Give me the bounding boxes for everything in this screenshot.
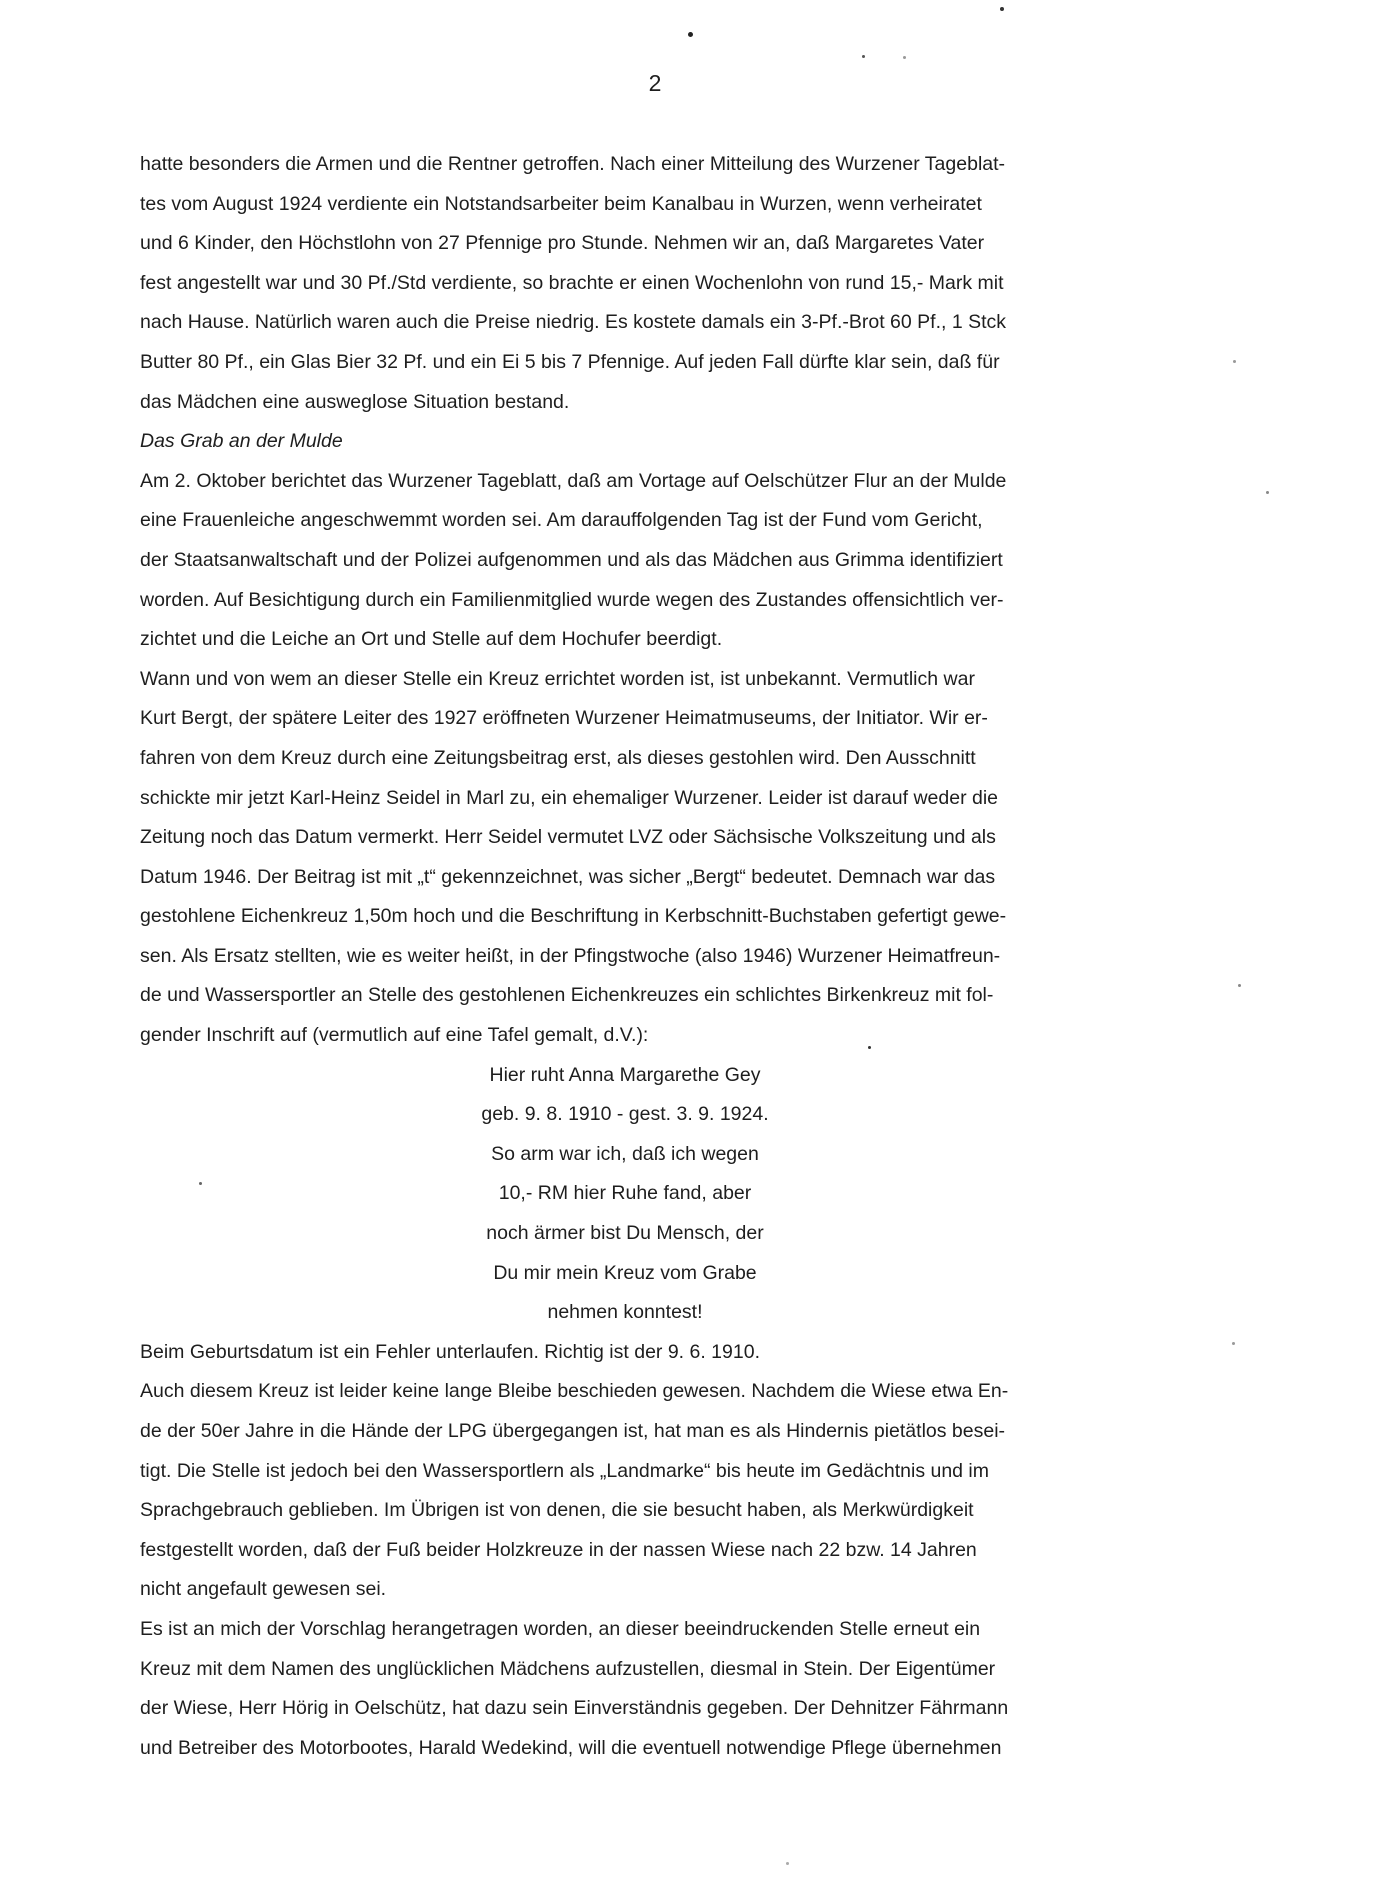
scan-speck <box>786 1862 789 1865</box>
text-line: Kreuz mit dem Namen des unglücklichen Mädchens aufzustellen, diesmal in Stein. Der Eigentümer <box>140 1657 996 1680</box>
paragraph-living-conditions <box>140 145 1170 422</box>
scan-speck <box>199 1182 202 1185</box>
text-line: das Mädchen eine ausweglose Situation bestand. <box>140 390 570 413</box>
text-line: eine Frauenleiche angeschwemmt worden sei. Am darauffolgenden Tag ist der Fund vom Gericht, <box>140 509 983 532</box>
section-heading: Das Grab an der Mulde <box>140 430 343 453</box>
inscription-line: 10,- RM hier Ruhe fand, aber <box>498 1182 752 1205</box>
inscription-line: So arm war ich, daß ich wegen <box>491 1142 759 1165</box>
inscription-line: Du mir mein Kreuz vom Grabe <box>493 1261 757 1284</box>
inscription-line: geb. 9. 8. 1910 - gest. 3. 9. 1924. <box>481 1103 769 1126</box>
text-line: fest angestellt war und 30 Pf./Std verdiente, so brachte er einen Wochenlohn von rund 15,- Mark mit <box>140 271 1004 294</box>
text-line: schickte mir jetzt Karl-Heinz Seidel in Marl zu, ein ehemaliger Wurzener. Leider ist darauf weder die <box>140 786 999 809</box>
inscription <box>140 1056 1170 1333</box>
text-line: Es ist an mich der Vorschlag herangetragen worden, an dieser beeindruckenden Stelle erneut ein <box>140 1617 981 1640</box>
text-line: der Staatsanwaltschaft und der Polizei aufgenommen und als das Mädchen aus Grimma identifiziert <box>140 548 1003 571</box>
text-line: Am 2. Oktober berichtet das Wurzener Tageblatt, daß am Vortage auf Oelschützer Flur an der Mulde <box>140 469 1007 492</box>
text-line: Butter 80 Pf., ein Glas Bier 32 Pf. und ein Ei 5 bis 7 Pfennige. Auf jeden Fall dürfte klar sein, daß für <box>140 350 1000 373</box>
scan-speck <box>1000 7 1004 11</box>
text-line: Wann und von wem an dieser Stelle ein Kreuz errichtet worden ist, ist unbekannt. Vermutlich war <box>140 667 975 690</box>
scan-speck <box>1233 360 1236 363</box>
scan-speck <box>1266 491 1269 494</box>
paragraph-later-history <box>140 1333 1170 1769</box>
inscription-line: nehmen konntest! <box>547 1301 703 1324</box>
text-line: nicht angefault gewesen sei. <box>140 1578 387 1601</box>
scan-speck <box>903 56 906 59</box>
text-line: nach Hause. Natürlich waren auch die Preise niedrig. Es kostete damals ein 3-Pf.-Brot 60 Pf., 1 Stck <box>140 311 1007 334</box>
text-line: der Wiese, Herr Hörig in Oelschütz, hat dazu sein Einverständnis gegeben. Der Dehnitzer Fährmann <box>140 1697 1009 1720</box>
scan-speck <box>862 55 865 58</box>
text-line: tigt. Die Stelle ist jedoch bei den Wassersportlern als „Landmarke“ bis heute im Gedächtnis und im <box>140 1459 990 1482</box>
text-line: gestohlene Eichenkreuz 1,50m hoch und die Beschriftung in Kerbschnitt-Buchstaben gefertigt gewe- <box>140 905 1007 928</box>
text-line: sen. Als Ersatz stellten, wie es weiter heißt, in der Pfingstwoche (also 1946) Wurzener Heimatfreun- <box>140 944 1001 967</box>
text-line: zichtet und die Leiche an Ort und Stelle auf dem Hochufer beerdigt. <box>140 628 723 651</box>
text-line: tes vom August 1924 verdiente ein Notstandsarbeiter beim Kanalbau in Wurzen, wenn verheiratet <box>140 192 982 215</box>
text-line: fahren von dem Kreuz durch eine Zeitungsbeitrag erst, als dieses gestohlen wird. Den Ausschnitt <box>140 746 976 769</box>
scan-speck <box>1238 984 1241 987</box>
inscription-line: Hier ruht Anna Margarethe Gey <box>489 1063 761 1086</box>
paragraph-grave <box>140 462 1170 1056</box>
text-line: de und Wassersportler an Stelle des gestohlenen Eichenkreuzes ein schlichtes Birkenkreuz mit fol- <box>140 984 994 1007</box>
document-body <box>140 145 1170 1768</box>
text-line: Datum 1946. Der Beitrag ist mit „t“ gekennzeichnet, was sicher „Bergt“ bedeutet. Demnach war das <box>140 865 996 888</box>
text-line: Beim Geburtsdatum ist ein Fehler unterlaufen. Richtig ist der 9. 6. 1910. <box>140 1340 760 1363</box>
scan-speck <box>688 32 693 37</box>
text-line: hatte besonders die Armen und die Rentner getroffen. Nach einer Mitteilung des Wurzener Tageblat- <box>140 153 1006 175</box>
text-line: worden. Auf Besichtigung durch ein Familienmitglied wurde wegen des Zustandes offensichtlich ver- <box>140 588 1004 611</box>
text-line: de der 50er Jahre in die Hände der LPG übergegangen ist, hat man es als Hindernis pietätlos besei- <box>140 1420 1006 1442</box>
scan-speck <box>868 1046 871 1049</box>
inscription-line: noch ärmer bist Du Mensch, der <box>486 1222 764 1245</box>
text-line: Zeitung noch das Datum vermerkt. Herr Seidel vermutet LVZ oder Sächsische Volkszeitung und als <box>140 826 996 849</box>
text-line: Auch diesem Kreuz ist leider keine lange Bleibe beschieden gewesen. Nachdem die Wiese etwa En- <box>140 1380 1009 1403</box>
text-line: und Betreiber des Motorbootes, Harald Wedekind, will die eventuell notwendige Pflege übernehmen <box>140 1736 1002 1759</box>
page-number: 2 <box>648 70 662 96</box>
text-line: und 6 Kinder, den Höchstlohn von 27 Pfennige pro Stunde. Nehmen wir an, daß Margaretes Vater <box>140 232 985 255</box>
text-line: Kurt Bergt, der spätere Leiter des 1927 eröffneten Wurzener Heimatmuseums, der Initiator. Wir er- <box>140 707 988 730</box>
text-line: Sprachgebrauch geblieben. Im Übrigen ist von denen, die sie besucht haben, als Merkwürdigkeit <box>140 1499 974 1522</box>
text-line: gender Inschrift auf (vermutlich auf eine Tafel gemalt, d.V.): <box>140 1024 649 1047</box>
text-line: festgestellt worden, daß der Fuß beider Holzkreuze in der nassen Wiese nach 22 bzw. 14 Jahren <box>140 1538 977 1561</box>
scan-speck <box>1232 1342 1235 1345</box>
